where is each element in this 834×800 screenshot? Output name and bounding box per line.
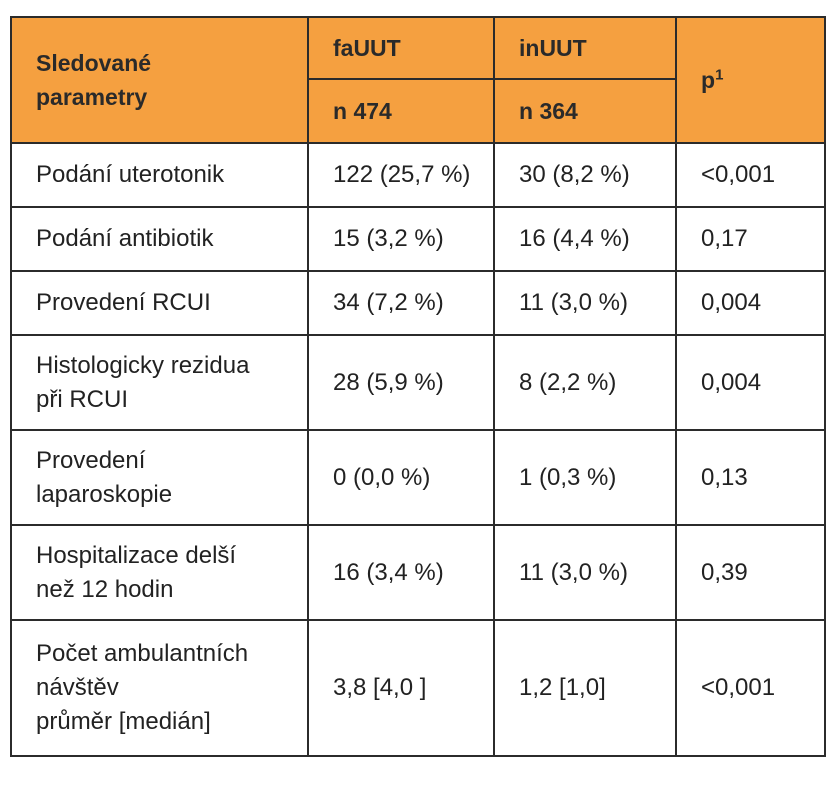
cell-fauut: 28 (5,9 %)	[308, 335, 494, 430]
cell-inuut: 11 (3,0 %)	[494, 271, 676, 335]
cell-fauut: 0 (0,0 %)	[308, 430, 494, 525]
cell-fauut: 15 (3,2 %)	[308, 207, 494, 271]
header-inuut-n: n 364	[494, 79, 676, 143]
cell-inuut: 1 (0,3 %)	[494, 430, 676, 525]
table-row	[11, 430, 825, 525]
header-fauut: faUUT	[308, 17, 494, 79]
header-row-1	[11, 17, 825, 79]
table-row	[11, 143, 825, 207]
results-table	[10, 16, 826, 757]
cell-parameter: Provedení laparoskopie	[11, 430, 308, 525]
header-fauut-n: n 474	[308, 79, 494, 143]
header-p	[676, 17, 825, 143]
cell-p: 0,39	[676, 525, 825, 620]
cell-inuut: 30 (8,2 %)	[494, 143, 676, 207]
cell-parameter: Provedení RCUI	[11, 271, 308, 335]
header-parameters: Sledované parametry	[11, 17, 308, 143]
table-row	[11, 335, 825, 430]
header-p-sup: 1	[715, 66, 724, 84]
cell-p: 0,13	[676, 430, 825, 525]
header-p-letter: p	[701, 67, 716, 93]
table-row	[11, 271, 825, 335]
cell-inuut: 8 (2,2 %)	[494, 335, 676, 430]
cell-p: 0,004	[676, 271, 825, 335]
cell-parameter: Histologicky rezidua při RCUI	[11, 335, 308, 430]
cell-inuut: 11 (3,0 %)	[494, 525, 676, 620]
table-row	[11, 525, 825, 620]
cell-inuut: 16 (4,4 %)	[494, 207, 676, 271]
cell-fauut: 34 (7,2 %)	[308, 271, 494, 335]
table-row	[11, 207, 825, 271]
cell-fauut: 122 (25,7 %)	[308, 143, 494, 207]
cell-fauut: 3,8 [4,0 ]	[308, 620, 494, 756]
cell-parameter: Počet ambulantních návštěv průměr [medián]	[11, 620, 308, 756]
table-row	[11, 620, 825, 756]
cell-parameter: Podání uterotonik	[11, 143, 308, 207]
cell-inuut: 1,2 [1,0]	[494, 620, 676, 756]
cell-p: 0,17	[676, 207, 825, 271]
cell-p: <0,001	[676, 143, 825, 207]
cell-parameter: Podání antibiotik	[11, 207, 308, 271]
cell-fauut: 16 (3,4 %)	[308, 525, 494, 620]
cell-parameter: Hospitalizace delší než 12 hodin	[11, 525, 308, 620]
header-inuut: inUUT	[494, 17, 676, 79]
cell-p: 0,004	[676, 335, 825, 430]
cell-p: <0,001	[676, 620, 825, 756]
